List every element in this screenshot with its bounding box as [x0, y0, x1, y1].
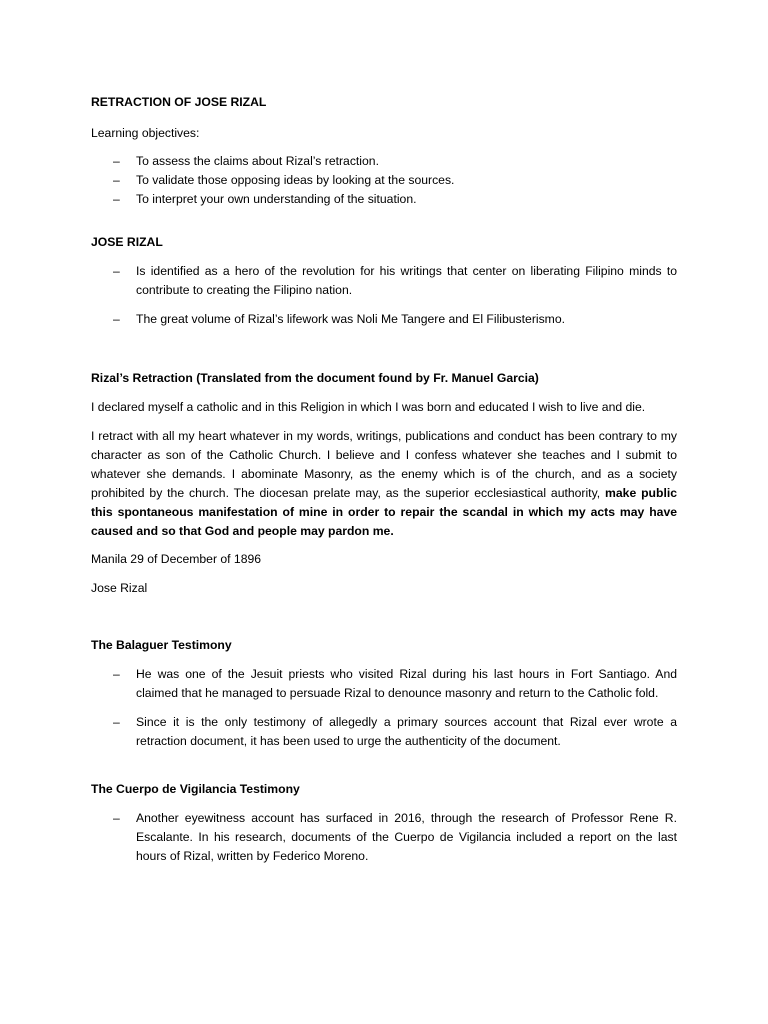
list-item: – Another eyewitness account has surfaced in 2016, through the research of Professor Rene R. Escalante. In his research, documents of the Cuerpo de Vigilancia included a report on the last hours of Rizal, written by Federico Moreno.: [113, 811, 677, 863]
retraction-date: Manila 29 of December of 1896: [91, 552, 262, 566]
document-page: [91, 0, 677, 1024]
list-item: – To interpret your own understanding of the situation.: [113, 192, 417, 206]
objectives-heading: Learning objectives:: [91, 126, 200, 140]
balaguer-list: [91, 665, 677, 751]
objectives-list: [91, 152, 677, 209]
balaguer-heading: The Balaguer Testimony: [91, 638, 232, 652]
retraction-paragraph-2: I retract with all my heart whatever in my words, writings, publications and conduct has been contrary to my character as son of the Catholic Church. I believe and I confess whatever she teaches and I submit to whatever she demands. I abominate Masonry, as the enemy which is of the church, and as a society prohibited by the church. The diocesan prelate may, as the superior ecclesiastical authority, make public this spontaneous manifestation of mine in order to repair the scandal in which my acts may have caused and so that God and people may pardon me.: [91, 429, 677, 538]
retraction-signature: Jose Rizal: [91, 581, 148, 595]
jose-rizal-heading: JOSE RIZAL: [91, 235, 163, 249]
list-item: – The great volume of Rizal’s lifework was Noli Me Tangere and El Filibusterismo.: [113, 312, 565, 326]
list-item: – Is identified as a hero of the revolution for his writings that center on liberating Filipino minds to contribute to creating the Filipino nation.: [113, 264, 677, 297]
document-title: RETRACTION OF JOSE RIZAL: [91, 95, 267, 109]
retraction-heading: Rizal’s Retraction (Translated from the document found by Fr. Manuel Garcia): [91, 371, 539, 385]
cuerpo-heading: The Cuerpo de Vigilancia Testimony: [91, 782, 300, 796]
retraction-paragraph-1: I declared myself a catholic and in this Religion in which I was born and educated I wish to live and die.: [91, 400, 646, 414]
jose-rizal-list: [91, 262, 677, 329]
list-item: – Since it is the only testimony of allegedly a primary sources account that Rizal ever wrote a retraction document, it has been used to urge the authenticity of the document.: [113, 715, 677, 748]
cuerpo-list: [91, 809, 677, 866]
list-item: – To assess the claims about Rizal’s retraction.: [113, 154, 379, 168]
list-item: – To validate those opposing ideas by looking at the sources.: [113, 173, 455, 187]
list-item: – He was one of the Jesuit priests who visited Rizal during his last hours in Fort Santiago. And claimed that he managed to persuade Rizal to denounce masonry and return to the Catholic fold.: [113, 667, 677, 700]
